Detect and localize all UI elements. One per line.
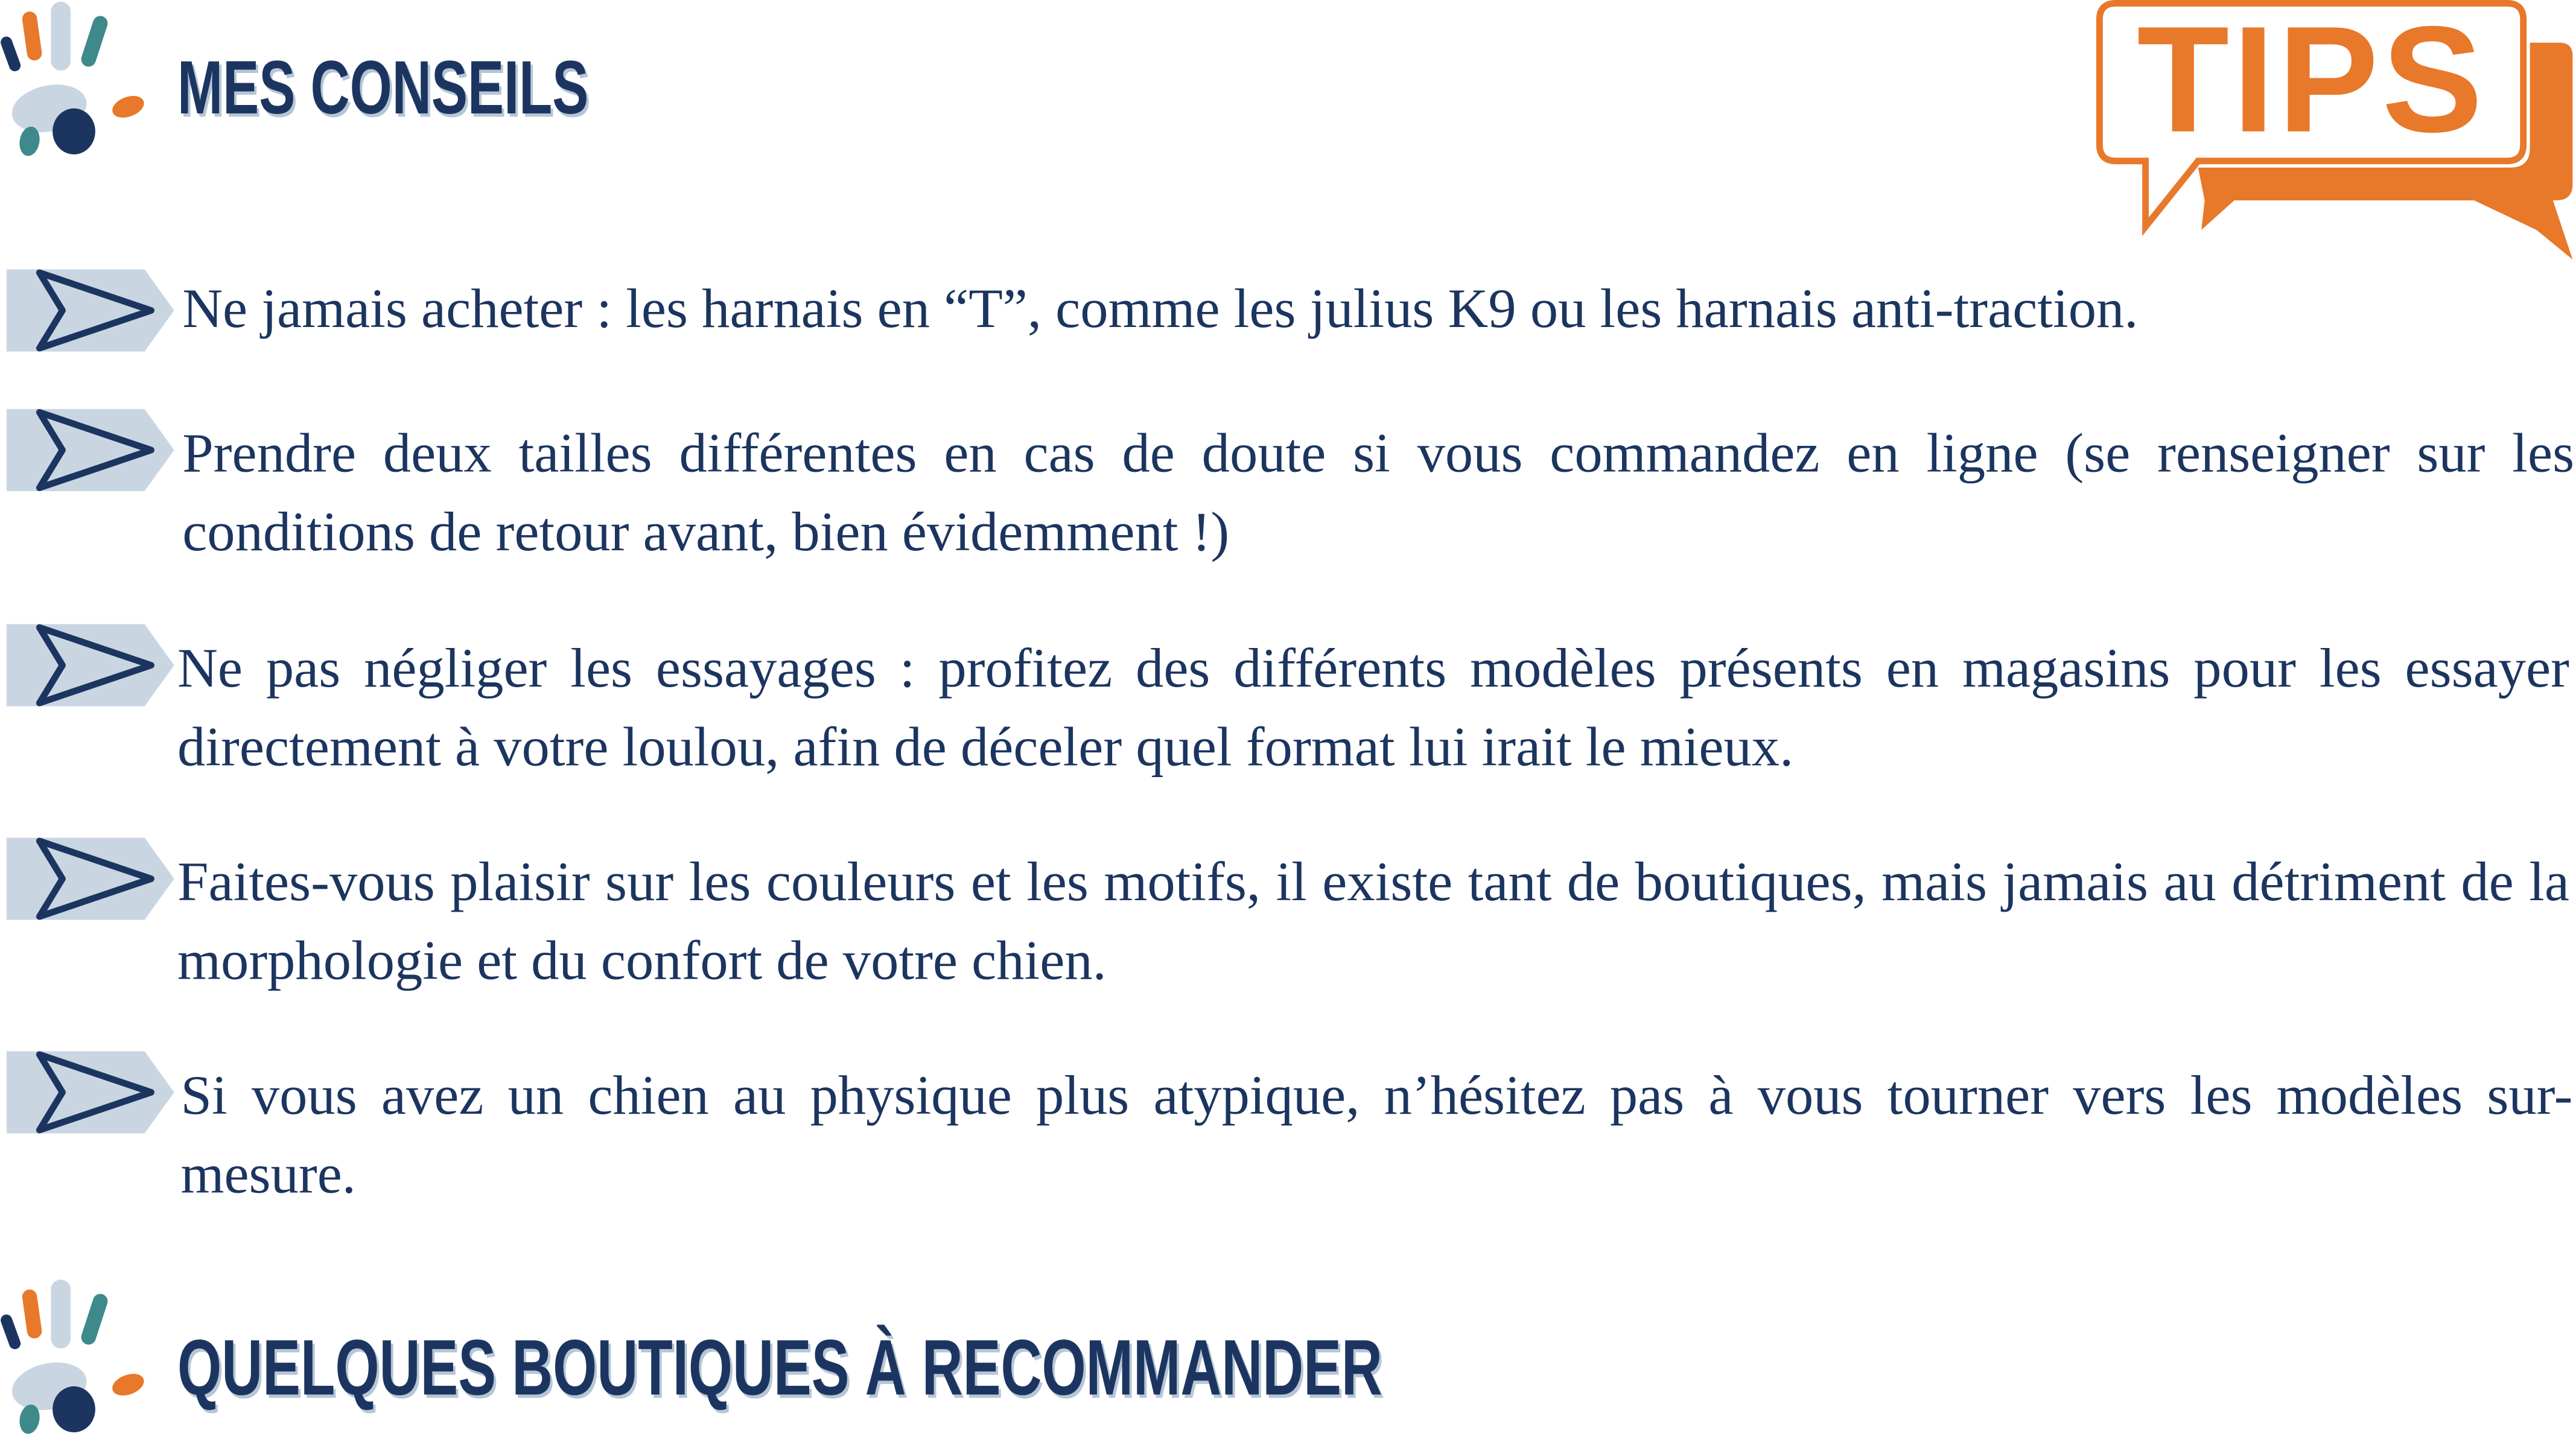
- tip-item: Ne jamais acheter : les harnais en “T”, comme les julius K9 ou les harnais anti-traction.: [182, 279, 2139, 340]
- arrow-icon: [3, 831, 177, 927]
- arrow-icon: [3, 1045, 177, 1140]
- arrow-icon: [3, 402, 177, 498]
- tip-item: Si vous avez un chien au physique plus atypique, n’hésitez pas à vous tourner vers les modèles sur-mesure.: [180, 1065, 2573, 1206]
- arrow-icon: [3, 618, 177, 713]
- section-heading-boutiques: QUELQUES BOUTIQUES À RECOMMANDER: [177, 1326, 1382, 1413]
- hand-icon: [0, 1278, 157, 1442]
- tip-item: Ne pas négliger les essayages : profitez des différents modèles présents en magasins pour les essayer directement à votre loulou, afin de déceler quel format lui irait le mieux.: [177, 639, 2569, 779]
- tips-badge-label: TIPS: [2137, 0, 2486, 165]
- hand-icon: [0, 0, 157, 164]
- tip-item: Prendre deux tailles différentes en cas de doute si vous commandez en ligne (se renseigner sur les conditions de retour avant, bien évidemment !): [182, 424, 2575, 564]
- section-heading-conseils: MES CONSEILS: [177, 44, 589, 130]
- tip-item: Faites-vous plaisir sur les couleurs et les motifs, il existe tant de boutiques, mais jamais au détriment de la morphologie et du confort de votre chien.: [177, 852, 2569, 992]
- arrow-icon: [3, 263, 177, 358]
